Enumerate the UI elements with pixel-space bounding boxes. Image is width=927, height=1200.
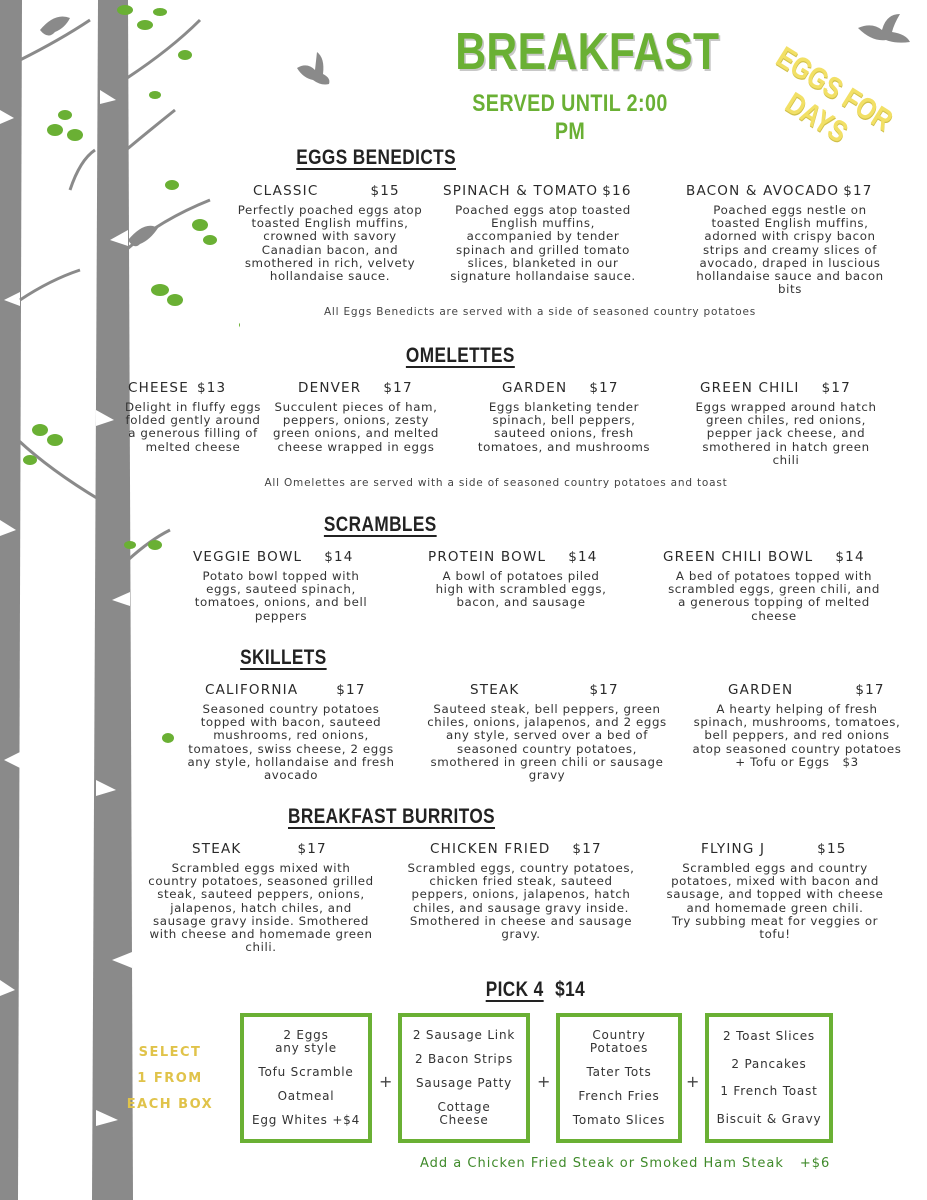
menu-item-name: VEGGIE BOWL $14 xyxy=(193,549,354,565)
menu-item-name: STEAK $17 xyxy=(470,682,619,698)
menu-item-desc: A hearty helping of fresh spinach, mushrooms, tomatoes, bell peppers, and red onions atop seasoned country potatoes + Tofu or Eggs $3 xyxy=(692,702,902,769)
menu-item-desc: Scrambled eggs and country potatoes, mixed with bacon and sausage, and topped with cheese and homemade green chili. Try subbing meat for veggies or tofu! xyxy=(666,861,884,942)
menu-item-desc: Perfectly poached eggs atop toasted English muffins, crowned with savory Canadian bacon, and smothered in rich, velvety hollandaise sauce. xyxy=(237,203,423,284)
menu-item-name: CALIFORNIA $17 xyxy=(205,682,366,698)
menu-title: BREAKFAST xyxy=(455,23,720,81)
menu-item-name: CLASSIC $15 xyxy=(253,183,400,199)
menu-item-desc: Eggs wrapped around hatch green chiles, red onions, pepper jack cheese, and smothered in hatch green chili xyxy=(695,400,877,467)
box-option: Country Potatoes xyxy=(589,1027,649,1055)
box-option: Biscuit & Gravy xyxy=(716,1111,822,1126)
plus-sign: + xyxy=(379,1072,393,1091)
section-note: All Omelettes are served with a side of seasoned country potatoes and toast xyxy=(264,477,728,489)
section-title-omelettes: OMELETTES xyxy=(405,344,515,367)
menu-item-name: STEAK $17 xyxy=(192,841,327,857)
menu-item-desc: Poached eggs nestle on toasted English muffins, adorned with crispy bacon strips and creamy slices of avocado, draped in luscious hollandaise sauce and bacon bits xyxy=(696,203,884,297)
box-option: 2 Toast Slices xyxy=(723,1029,815,1044)
menu-item-name: GREEN CHILI $17 xyxy=(700,380,851,396)
section-title-skillets: SKILLETS xyxy=(240,646,327,669)
bird-icon xyxy=(856,12,912,50)
menu-item-name: GARDEN $17 xyxy=(502,380,619,396)
menu-item-desc: Scrambled eggs mixed with country potatoes, seasoned grilled steak, sauteed peppers, onions, jalapenos, hatch chiles, and sausage gravy inside. Smothered with cheese and homemade green chili. xyxy=(148,861,374,955)
box-option: 2 Sausage Link xyxy=(412,1027,516,1042)
pick-box-1 xyxy=(240,1013,372,1143)
menu-item-desc: Eggs blanketing tender spinach, bell peppers, sauteed onions, fresh tomatoes, and mushrooms xyxy=(477,400,651,454)
menu-item-name: CHICKEN FRIED $17 xyxy=(430,841,602,857)
section-title-burritos: BREAKFAST BURRITOS xyxy=(288,805,496,828)
menu-item-name: BACON & AVOCADO $17 xyxy=(686,183,873,199)
menu-item-desc: Seasoned country potatoes topped with bacon, sauteed mushrooms, red onions, tomatoes, swiss cheese, 2 eggs any style, hollandaise and fresh avocado xyxy=(187,702,395,783)
menu-item-name: GARDEN $17 xyxy=(728,682,885,698)
menu-item-desc: A bowl of potatoes piled high with scrambled eggs, bacon, and sausage xyxy=(435,569,607,610)
box-option: Tater Tots xyxy=(586,1064,652,1079)
pick-box-4 xyxy=(705,1013,833,1143)
box-option: 2 Pancakes xyxy=(731,1056,807,1071)
plus-sign: + xyxy=(537,1072,551,1091)
menu-subtitle: SERVED UNTIL 2:00 PM xyxy=(472,90,668,145)
box-option: 2 Eggs any style xyxy=(275,1027,337,1055)
section-title-scrambles: SCRAMBLES xyxy=(323,513,437,536)
pick-box-2 xyxy=(398,1013,530,1143)
menu-item-desc: Succulent pieces of ham, peppers, onions, zesty green onions, and melted cheese wrapped in eggs xyxy=(273,400,439,454)
box-option: French Fries xyxy=(578,1089,660,1104)
box-option: Cottage Cheese xyxy=(437,1100,491,1128)
menu-item-name: DENVER $17 xyxy=(298,380,413,396)
bird-icon xyxy=(295,48,337,96)
menu-item-desc: Delight in fluffy eggs folded gently around a generous filling of melted cheese xyxy=(124,400,262,454)
pick-box-3 xyxy=(556,1013,682,1143)
menu-item-name: PROTEIN BOWL $14 xyxy=(428,549,598,565)
menu-item-desc: Scrambled eggs, country potatoes, chicken fried steak, sauteed peppers, onions, jalapenos, hatch chiles, and sausage gravy inside. Smothered in cheese and sausage gravy. xyxy=(407,861,635,942)
select-instructions: SELECT 1 FROM EACH BOX xyxy=(126,1045,214,1112)
menu-item-desc: Poached eggs atop toasted English muffins, accompanied by tender spinach and grilled tomato slices, blanketed in our signature hollandaise sauce. xyxy=(450,203,636,284)
box-option: Tomato Slices xyxy=(572,1113,666,1128)
box-option: 2 Bacon Strips xyxy=(414,1051,514,1066)
menu-item-name: CHEESE $13 xyxy=(128,380,227,396)
menu-item-name: FLYING J $15 xyxy=(701,841,847,857)
box-option: Egg Whites +$4 xyxy=(251,1113,361,1128)
menu-item-name: GREEN CHILI BOWL $14 xyxy=(663,549,865,565)
plus-sign: + xyxy=(686,1072,700,1091)
tagline: EGGS FOR DAYS xyxy=(770,40,899,150)
box-option: Tofu Scramble xyxy=(258,1064,354,1079)
menu-item-name: SPINACH & TOMATO $16 xyxy=(443,183,632,199)
menu-item-desc: Potato bowl topped with eggs, sauteed spinach, tomatoes, onions, and bell peppers xyxy=(194,569,368,623)
box-option: Oatmeal xyxy=(277,1089,335,1104)
box-option: 1 French Toast xyxy=(720,1084,818,1099)
section-note: All Eggs Benedicts are served with a side of seasoned country potatoes xyxy=(323,306,757,318)
section-title-benedicts: EGGS BENEDICTS xyxy=(296,146,456,169)
menu-item-desc: A bed of potatoes topped with scrambled eggs, green chili, and a generous topping of melted cheese xyxy=(668,569,880,623)
addon-line: Add a Chicken Fried Steak or Smoked Ham Steak +$6 xyxy=(420,1156,831,1171)
section-title-pick4: PICK 4 $14 xyxy=(485,978,586,1001)
box-option: Sausage Patty xyxy=(416,1076,512,1091)
menu-item-desc: Sauteed steak, bell peppers, green chiles, onions, jalapenos, and 2 eggs any style, served over a bed of seasoned country potatoes, smothered in green chili or sausage gravy xyxy=(427,702,667,783)
